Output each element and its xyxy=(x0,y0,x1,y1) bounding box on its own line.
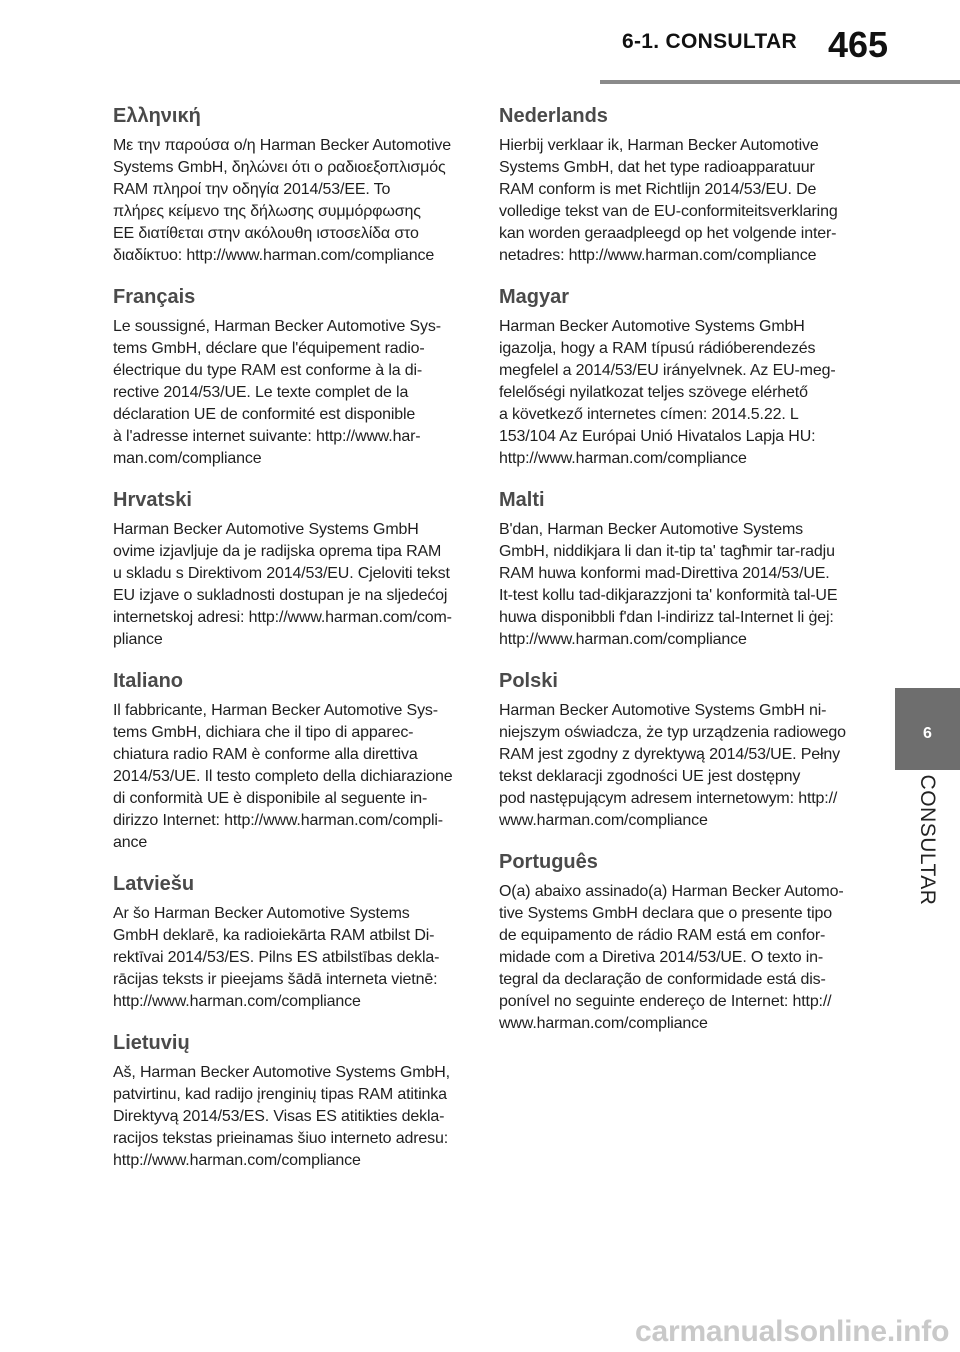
text-line: électrique du type RAM est conforme à la di- xyxy=(113,362,423,379)
text-line: di conformità UE è disponibile al seguente in- xyxy=(113,790,428,807)
text-line: tems GmbH, déclare que l'équipement radio- xyxy=(113,340,425,357)
text-line: It-test kollu tad-dikjarazzjoni ta' konformità tal-UE xyxy=(499,587,838,604)
left-column xyxy=(113,102,461,1188)
text-line: Harman Becker Automotive Systems GmbH ni- xyxy=(499,702,827,719)
text-line: http://www.harman.com/compliance xyxy=(113,993,361,1010)
language-section xyxy=(499,486,847,651)
language-heading: Italiano xyxy=(113,670,184,692)
language-section xyxy=(499,667,847,832)
text-line: man.com/compliance xyxy=(113,450,262,467)
text-line: διαδίκτυο: http://www.harman.com/compliance xyxy=(113,247,435,264)
text-line: déclaration UE de conformité est disponible xyxy=(113,406,416,423)
page-header xyxy=(0,0,960,90)
text-line: RAM conform is met Richtlijn 2014/53/EU. De xyxy=(499,181,817,198)
text-line: igazolja, hogy a RAM típusú rádióberendezés xyxy=(499,340,816,357)
language-section xyxy=(113,870,461,1013)
declaration-text xyxy=(499,881,847,1035)
text-line: Systems GmbH, δηλώνει ότι ο ραδιοεξοπλισμός xyxy=(113,159,446,176)
text-line: RAM huwa konformi mad-Direttiva 2014/53/UE. xyxy=(499,565,830,582)
text-line: Il fabbricante, Harman Becker Automotive Sys- xyxy=(113,702,438,719)
chapter-tab xyxy=(895,688,960,770)
text-line: ance xyxy=(113,834,148,851)
text-line: Με την παρούσα ο/η Harman Becker Automotive xyxy=(113,137,451,154)
language-heading: Lietuvių xyxy=(113,1032,190,1054)
text-line: GmbH deklarē, ka radioiekārta RAM atbilst Di- xyxy=(113,927,435,944)
text-line: à l'adresse internet suivante: http://www.har- xyxy=(113,428,421,445)
text-line: RAM jest zgodny z dyrektywą 2014/53/UE. Pełny xyxy=(499,746,840,763)
right-column xyxy=(499,102,847,1051)
language-section xyxy=(113,102,461,267)
language-heading: Ελληνική xyxy=(113,105,201,127)
text-line: O(a) abaixo assinado(a) Harman Becker Automo- xyxy=(499,883,844,900)
text-line: rācijas teksts ir pieejams šādā interneta vietnē: xyxy=(113,971,438,988)
language-heading: Hrvatski xyxy=(113,489,192,511)
text-line: http://www.harman.com/compliance xyxy=(499,631,747,648)
text-line: dirizzo Internet: http://www.harman.com/compli- xyxy=(113,812,443,829)
text-line: RAM πληροί την οδηγία 2014/53/ΕΕ. Το xyxy=(113,181,391,198)
text-line: midade com a Diretiva 2014/53/UE. O texto in- xyxy=(499,949,824,966)
declaration-text xyxy=(499,700,847,832)
chapter-title: 6-1. CONSULTAR xyxy=(622,30,797,53)
header-rule xyxy=(600,80,960,84)
declaration-text xyxy=(499,316,847,470)
language-heading: Polski xyxy=(499,670,558,692)
text-line: internetskoj adresi: http://www.harman.com/com- xyxy=(113,609,452,626)
text-line: huwa disponibbli f'dan l-indirizz tal-Internet li ġej: xyxy=(499,609,834,626)
text-line: B'dan, Harman Becker Automotive Systems xyxy=(499,521,804,538)
declaration-text xyxy=(113,903,461,1013)
text-line: pliance xyxy=(113,631,163,648)
chapter-tab-number: 6 xyxy=(923,725,932,742)
language-section xyxy=(113,667,461,854)
text-line: 153/104 Az Európai Unió Hivatalos Lapja HU: xyxy=(499,428,816,445)
text-line: Aš, Harman Becker Automotive Systems GmbH, xyxy=(113,1064,450,1081)
text-line: ponível no seguinte endereço de Internet: http:// xyxy=(499,993,832,1010)
text-line: racijos tekstas prieinamas šiuo interneto adresu: xyxy=(113,1130,449,1147)
declaration-text xyxy=(113,519,461,651)
text-line: u skladu s Direktivom 2014/53/EU. Cjeloviti tekst xyxy=(113,565,450,582)
text-line: megfelel a 2014/53/EU irányelvnek. Az EU-meg- xyxy=(499,362,836,379)
text-line: ΕΕ διατίθεται στην ακόλουθη ιστοσελίδα στο xyxy=(113,225,419,242)
text-line: Systems GmbH, dat het type radioapparatuur xyxy=(499,159,815,176)
language-section xyxy=(499,102,847,267)
page-number: 465 xyxy=(828,24,889,65)
language-heading: Français xyxy=(113,286,196,308)
language-section xyxy=(499,283,847,470)
declaration-text xyxy=(113,135,461,267)
text-line: tive Systems GmbH declara que o presente tipo xyxy=(499,905,832,922)
language-heading: Malti xyxy=(499,489,545,511)
text-line: Harman Becker Automotive Systems GmbH xyxy=(113,521,419,538)
text-line: netadres: http://www.harman.com/compliance xyxy=(499,247,817,264)
language-section xyxy=(499,848,847,1035)
text-line: ovime izjavljuje da je radijska oprema tipa RAM xyxy=(113,543,442,560)
declaration-text xyxy=(113,1062,461,1172)
watermark: carmanualsonline.info xyxy=(635,1315,950,1348)
text-line: tegral da declaração de conformidade está dis- xyxy=(499,971,826,988)
language-section xyxy=(113,486,461,651)
text-line: 2014/53/UE. Il testo completo della dichiarazione xyxy=(113,768,453,785)
declaration-text xyxy=(113,316,461,470)
chapter-side-label: CONSULTAR xyxy=(916,774,939,906)
text-line: Direktyvą 2014/53/ES. Visas ES atitikties dekla- xyxy=(113,1108,445,1125)
text-line: felelőségi nyilatkozat teljes szövege elérhető xyxy=(499,384,808,401)
text-line: rective 2014/53/UE. Le texte complet de la xyxy=(113,384,409,401)
text-line: niejszym oświadcza, że typ urządzenia radiowego xyxy=(499,724,846,741)
text-line: patvirtinu, kad radijo įrenginių tipas RAM atitinka xyxy=(113,1086,447,1103)
text-line: a következő internetes címen: 2014.5.22. L xyxy=(499,406,799,423)
declaration-text xyxy=(499,519,847,651)
text-line: http://www.harman.com/compliance xyxy=(113,1152,361,1169)
text-line: GmbH, niddikjara li dan it-tip ta' tagħmir tar-radju xyxy=(499,543,835,560)
text-line: Le soussigné, Harman Becker Automotive Sys- xyxy=(113,318,441,335)
text-line: kan worden geraadpleegd op het volgende inter- xyxy=(499,225,837,242)
text-line: de equipamento de rádio RAM está em confor- xyxy=(499,927,826,944)
language-heading: Magyar xyxy=(499,286,570,308)
declaration-text xyxy=(499,135,847,267)
text-line: volledige tekst van de EU-conformiteitsverklaring xyxy=(499,203,838,220)
text-line: tekst deklaracji zgodności UE jest dostępny xyxy=(499,768,801,785)
text-line: pod następującym adresem internetowym: http:// xyxy=(499,790,838,807)
text-line: Harman Becker Automotive Systems GmbH xyxy=(499,318,805,335)
text-line: Hierbij verklaar ik, Harman Becker Automotive xyxy=(499,137,819,154)
language-heading: Nederlands xyxy=(499,105,608,127)
text-line: www.harman.com/compliance xyxy=(499,1015,708,1032)
language-heading: Português xyxy=(499,851,598,873)
text-line: Ar šo Harman Becker Automotive Systems xyxy=(113,905,410,922)
text-line: chiatura radio RAM è conforme alla direttiva xyxy=(113,746,418,763)
language-heading: Latviešu xyxy=(113,873,195,895)
language-section xyxy=(113,283,461,470)
text-line: rektīvai 2014/53/ES. Pilns ES atbilstības dekla- xyxy=(113,949,440,966)
text-line: http://www.harman.com/compliance xyxy=(499,450,747,467)
declaration-text xyxy=(113,700,461,854)
text-line: EU izjave o sukladnosti dostupan je na sljedećoj xyxy=(113,587,448,604)
text-line: tems GmbH, dichiara che il tipo di apparec- xyxy=(113,724,414,741)
language-section xyxy=(113,1029,461,1172)
text-line: www.harman.com/compliance xyxy=(499,812,708,829)
text-line: πλήρες κείμενο της δήλωσης συμμόρφωσης xyxy=(113,203,421,220)
